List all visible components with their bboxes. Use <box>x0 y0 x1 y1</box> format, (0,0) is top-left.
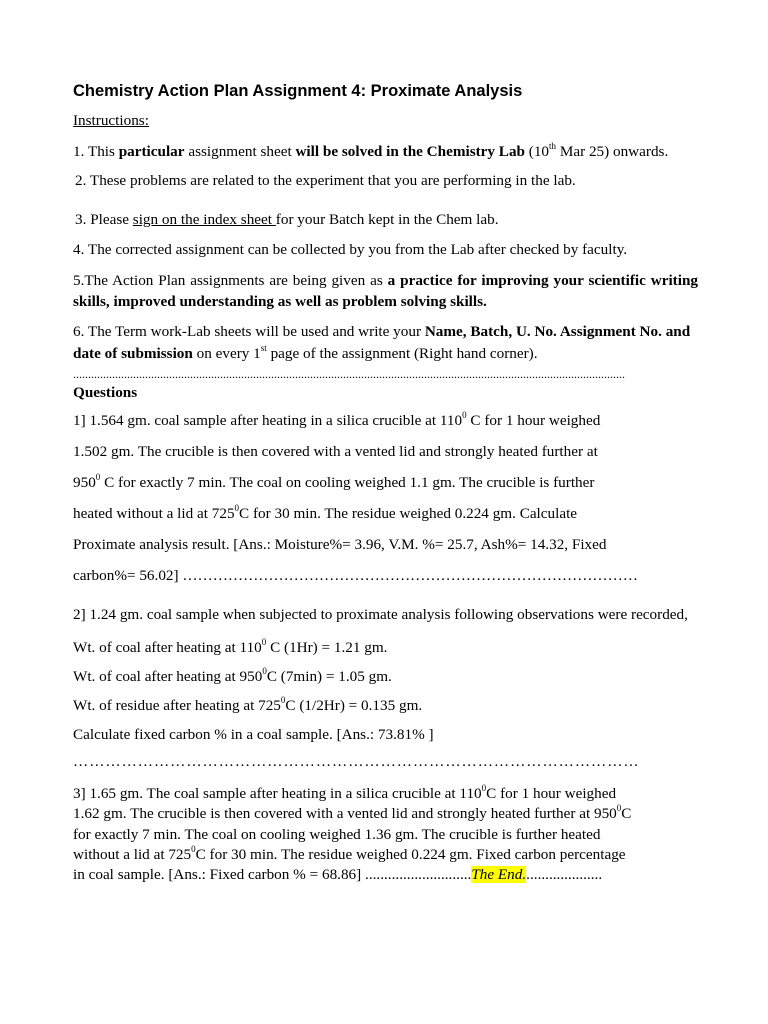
question-2-observation-1: Wt. of coal after heating at $110^0$ C (1Hr) = 1.21 gm. <box>73 637 388 656</box>
question-2-calculate: Calculate fixed carbon % in a coal sample. [Ans.: 73.81% ] <box>73 726 434 743</box>
separator-dots: ........................................................................................................................................................................................ <box>73 367 625 381</box>
instruction-1-date-b: Mar 25) onwards. <box>556 143 669 160</box>
question-2-observation-3: Wt. of residue after heating at $725^0C$ (1/2Hr) = 0.135 gm. <box>73 695 423 714</box>
instruction-1-sup: th <box>549 141 557 151</box>
instruction-6-mid: on every 1 <box>192 345 261 362</box>
question-3-line-3: for exactly 7 min. The coal on cooling weighed 1.36 gm. The crucible is further heated <box>73 825 601 843</box>
instruction-5 <box>73 270 698 312</box>
question-1-line-2: 1.502 gm. The crucible is then covered with a vented lid and strongly heated further at <box>73 443 598 460</box>
page-title: Chemistry Action Plan Assignment 4: Proximate Analysis <box>73 82 523 100</box>
instruction-1-bold-a: particular <box>118 143 185 160</box>
question-3-line-4: without a lid at $725^0C$ for 30 min. The residue weighed 0.224 gm. Fixed carbon percentage <box>73 843 626 863</box>
question-2-intro: 2] 1.24 gm. coal sample when subjected to proximate analysis following observations were recorded, <box>73 606 688 623</box>
instruction-1-date: (10 <box>524 143 550 160</box>
instruction-6 <box>73 321 698 365</box>
question-3-line-1: 3] 1.65 gm. The coal sample after heating in a silica crucible at $110^0C$ for 1 hour weighed <box>73 783 617 802</box>
instruction-3 <box>73 210 698 230</box>
question-1-line-4: heated without a lid at $725^0C$ for 30 min. The residue weighed 0.224 gm. Calculate <box>73 503 578 522</box>
instruction-5-bold: a practice for improving your scientific writing skills, improved understanding as well as problem solving skills. <box>73 272 698 310</box>
question-2 <box>73 600 698 771</box>
questions-heading <box>73 383 698 403</box>
question-1 <box>73 405 698 591</box>
instruction-1-text: 1. This <box>73 143 119 160</box>
document-page <box>73 80 698 885</box>
instruction-3-suffix: for your Batch kept in the Chem lab. <box>275 211 499 228</box>
instructions-heading: Instructions: <box>73 112 149 129</box>
instruction-3-underlined: sign on the index sheet <box>132 211 276 228</box>
instruction-1-text-b: assignment sheet <box>184 143 296 160</box>
question-1-line-6: carbon%= 56.02] ……………………………………………………………………………… <box>73 567 638 584</box>
instruction-6-text: 6. The Term work-Lab sheets will be used and write your <box>73 323 425 340</box>
instruction-6-sup: st <box>260 343 267 353</box>
question-3 <box>73 784 698 885</box>
instruction-2: 2. These problems are related to the experiment that you are performing in the lab. <box>75 172 576 189</box>
instruction-1-bold-b: will be solved in the Chemistry Lab <box>295 143 525 160</box>
question-2-dots: …………………………………………………………………………………………… <box>73 753 640 770</box>
question-1-line-3: $950^0$ C for exactly 7 min. The coal on cooling weighed 1.1 gm. The crucible is further <box>73 472 595 491</box>
question-1-line-5: Proximate analysis result. [Ans.: Moisture%= 3.96, V.M. %= 25.7, Ash%= 14.32, Fixed <box>73 536 607 553</box>
question-3-line-2: 1.62 gm. The crucible is then covered with a vented lid and strongly heated further at $950^0C$ <box>73 803 632 823</box>
question-3-line-5: in coal sample. [Ans.: Fixed carbon % = 68.86] ............................The End..................... <box>73 866 603 884</box>
question-3-dots-a: ............................ <box>365 866 472 884</box>
instruction-5-text: 5.The Action Plan assignments are being given as <box>73 272 388 289</box>
instruction-4: 4. The corrected assignment can be collected by you from the Lab after checked by faculty. <box>73 241 628 258</box>
question-3-dots-b: .................... <box>526 866 603 884</box>
questions-heading-text: Questions <box>73 384 138 401</box>
instruction-3-text: 3. Please <box>75 211 133 228</box>
instruction-6-suffix: page of the assignment (Right hand corner). <box>266 345 538 362</box>
question-1-line-1: 1] 1.564 gm. coal sample after heating in a silica crucible at $110^0$ C for 1 hour weighed <box>73 410 601 429</box>
the-end-highlight: The End. <box>471 866 527 884</box>
question-2-observation-2: Wt. of coal after heating at $950^0C$ (7min) = 1.05 gm. <box>73 666 392 685</box>
instruction-1 <box>73 142 698 162</box>
instruction-6-bold: Name, Batch, U. No. Assignment No. and date of submission <box>73 323 691 362</box>
